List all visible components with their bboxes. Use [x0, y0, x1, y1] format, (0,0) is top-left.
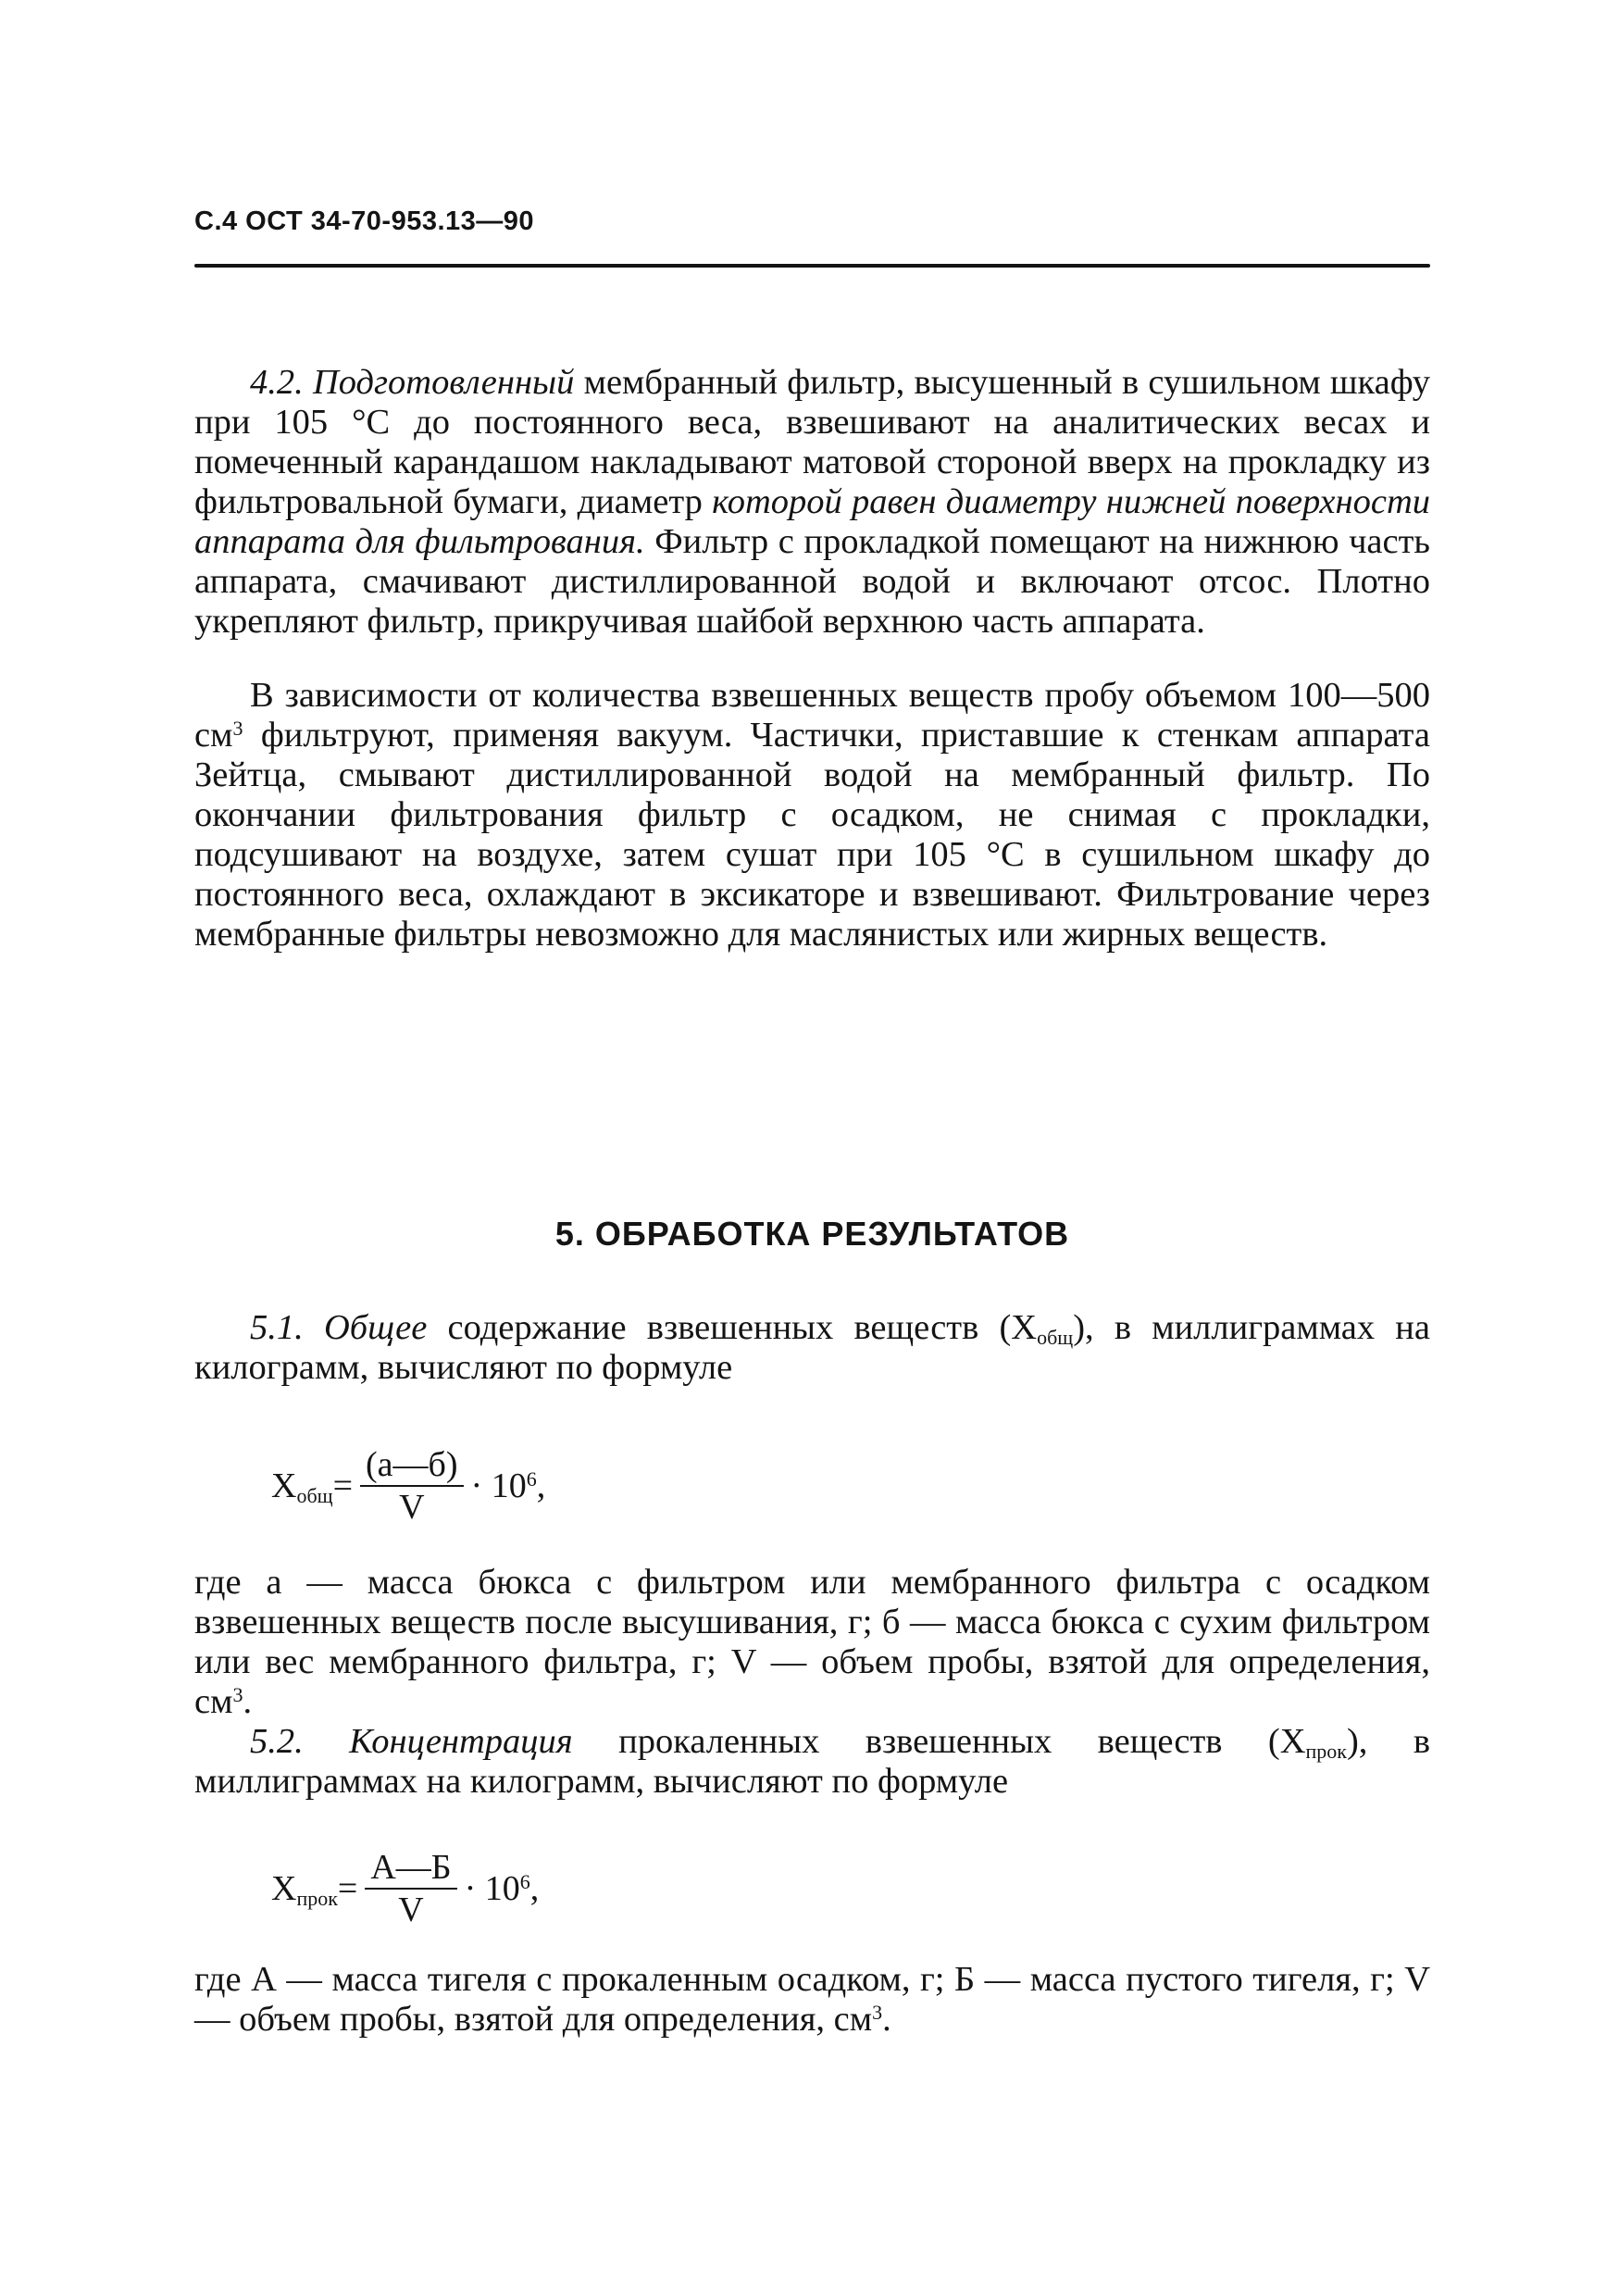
- superscript: 3: [232, 1683, 243, 1706]
- section-heading: 5. ОБРАБОТКА РЕЗУЛЬТАТОВ: [554, 1215, 1070, 1253]
- paragraph-text: прокаленных взвешенных веществ (Х: [572, 1722, 1306, 1761]
- subscript: общ: [1037, 1326, 1074, 1349]
- paragraph-5-1: [194, 1308, 1430, 1388]
- formula-variable: $Х_{прок}$: [271, 1869, 338, 1910]
- paragraph-text: фильтруют, применяя вакуум. Частички, приставшие к стенкам аппарата Зейтца, смывают дистиллированной водой на мембранный фильтр. По окончании фильтрования фильтр с осадком, не снимая с прокладки, подсушивают на воздухе, затем сушат при 105 °С в сушильном шкафу до постоянного веса, охлаждают в эксикаторе и взвешивают. Фильтрование через мембранные фильтры невозможно для маслянистых или жирных веществ.: [194, 716, 1430, 954]
- paragraph-4-2: [194, 363, 1430, 642]
- clause-lead-term: Концентрация: [349, 1722, 573, 1761]
- formula-2-legend: где А — масса тигеля с прокаленным осадком, г; Б — масса пустого тигеля, г; V — объем пробы, взятой для определения, $см^3$.: [194, 1960, 1430, 2039]
- paragraph-text: ), в миллиграммах на килограмм, вычисляют по формуле: [194, 1722, 1431, 1801]
- clause-number: 4.2.: [250, 363, 304, 402]
- denominator: V: [398, 1890, 424, 1929]
- formula-calcined: [271, 1847, 539, 1930]
- formula-1-legend: где а — масса бюкса с фильтром или мембранного фильтра с осадком взвешенных веществ после высушивания, г; б — масса бюкса с сухим фильтром или вес мембранного фильтра, г; V — объем пробы, взятой для определения, $см^3$.: [194, 1563, 1430, 1721]
- numerator: (а—б): [366, 1445, 458, 1484]
- denominator: V: [399, 1488, 425, 1527]
- equals-sign: =: [337, 1869, 358, 1908]
- fraction: [365, 1847, 456, 1930]
- header-rule: [194, 264, 1430, 268]
- subscript: прок: [1305, 1740, 1347, 1763]
- multiplier: · $10^6$,: [464, 1869, 540, 1908]
- paragraph-text: ), в миллиграммах на килограмм, вычисляют по формуле: [194, 1308, 1431, 1387]
- formula-variable: $Х_{общ}$: [271, 1466, 333, 1507]
- superscript: 3: [232, 717, 243, 740]
- equals-sign: =: [332, 1466, 354, 1505]
- formula-total: [271, 1444, 545, 1528]
- page-header: С.4 ОСТ 34-70-953.13—90: [194, 206, 535, 236]
- italic-text: которой равен диаметру нижней поверхности аппарата для фильтрования.: [194, 482, 1431, 561]
- clause-lead-term: Подготовленный: [312, 363, 575, 402]
- paragraph-text: содержание взвешенных веществ (Х: [427, 1308, 1038, 1347]
- paragraph-4-2-continued: [194, 676, 1430, 955]
- paragraph-text: В зависимости от количества взвешенных веществ пробу объемом 100—500 см: [194, 676, 1430, 755]
- fraction: [360, 1444, 464, 1528]
- multiplier: · $10^6$,: [470, 1466, 546, 1505]
- clause-number: 5.2.: [250, 1722, 304, 1761]
- paragraph-5-2: [194, 1722, 1430, 1802]
- clause-number: 5.1.: [250, 1308, 304, 1347]
- paragraph-text: где А — масса тигеля с прокаленным осадком, г; Б — масса пустого тигеля, г; V — объем пробы, взятой для определения, см: [194, 1960, 1430, 2039]
- clause-lead-term: Общее: [323, 1308, 428, 1347]
- paragraph-text: Фильтр с прокладкой помещают на нижнюю часть аппарата, смачивают дистиллированной водой и включают отсос. Плотно укрепляют фильтр, прикручивая шайбой верхнюю часть аппарата.: [194, 522, 1430, 641]
- numerator: А—Б: [370, 1848, 452, 1887]
- paragraph-text: где а — масса бюкса с фильтром или мембранного фильтра с осадком взвешенных веществ после высушивания, г; б — масса бюкса с сухим фильтром или вес мембранного фильтра, г; V — объем пробы, взятой для определения, см: [194, 1563, 1430, 1721]
- superscript: 3: [872, 2001, 883, 2024]
- paragraph-text: мембранный фильтр, высушенный в сушильном шкафу при 105 °С до постоянного веса, взвешивают на аналитических весах и помеченный карандашом накладывают матовой стороной вверх на прокладку из фильтровальной бумаги, диаметр: [194, 363, 1430, 521]
